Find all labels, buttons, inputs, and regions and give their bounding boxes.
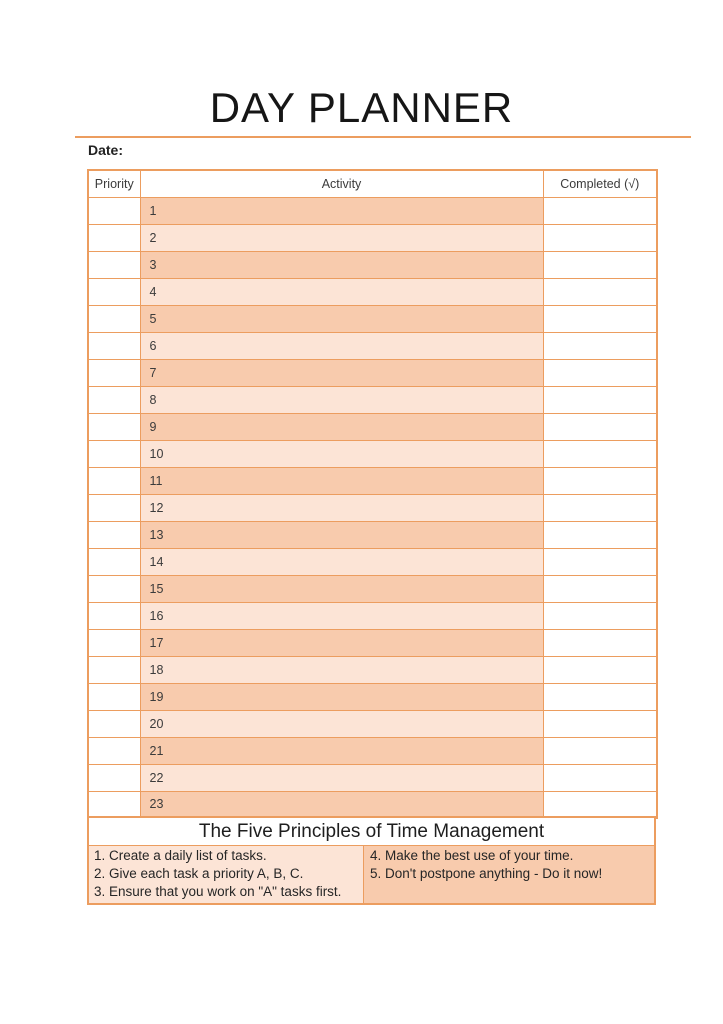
table-row — [88, 332, 657, 359]
principle-item: 5. Don't postpone anything - Do it now! — [370, 866, 603, 881]
principles-left-cell — [89, 846, 364, 903]
title-divider — [75, 136, 691, 138]
table-row — [88, 440, 657, 467]
completed-cell — [543, 332, 657, 359]
completed-column-header: Completed (√) — [543, 170, 657, 197]
table-header-row — [88, 170, 657, 197]
priority-cell — [88, 224, 140, 251]
priority-cell — [88, 413, 140, 440]
activity-column-header: Activity — [140, 170, 543, 197]
table-row — [88, 494, 657, 521]
priority-cell — [88, 278, 140, 305]
priority-cell — [88, 521, 140, 548]
priority-cell — [88, 386, 140, 413]
priority-cell — [88, 332, 140, 359]
priority-cell — [88, 629, 140, 656]
table-row — [88, 575, 657, 602]
table-row — [88, 683, 657, 710]
table-row — [88, 197, 657, 224]
completed-cell — [543, 251, 657, 278]
principle-item: 2. Give each task a priority A, B, C. — [94, 866, 304, 881]
activity-cell: 22 — [140, 764, 543, 791]
priority-cell — [88, 251, 140, 278]
completed-cell — [543, 305, 657, 332]
principles-columns — [89, 846, 654, 903]
priority-cell — [88, 359, 140, 386]
table-row — [88, 305, 657, 332]
priority-cell — [88, 737, 140, 764]
table-row — [88, 629, 657, 656]
completed-cell — [543, 764, 657, 791]
activity-cell: 18 — [140, 656, 543, 683]
activity-cell: 13 — [140, 521, 543, 548]
activity-cell: 16 — [140, 602, 543, 629]
completed-cell — [543, 386, 657, 413]
completed-cell — [543, 575, 657, 602]
activity-cell: 5 — [140, 305, 543, 332]
table-row — [88, 521, 657, 548]
completed-cell — [543, 197, 657, 224]
table-row — [88, 386, 657, 413]
activity-cell: 7 — [140, 359, 543, 386]
principles-title: The Five Principles of Time Management — [89, 818, 654, 846]
table-row — [88, 764, 657, 791]
completed-cell — [543, 683, 657, 710]
completed-cell — [543, 737, 657, 764]
table-row — [88, 359, 657, 386]
activity-cell: 20 — [140, 710, 543, 737]
priority-cell — [88, 305, 140, 332]
completed-cell — [543, 602, 657, 629]
activity-cell: 15 — [140, 575, 543, 602]
priority-cell — [88, 710, 140, 737]
activity-cell: 10 — [140, 440, 543, 467]
priority-cell — [88, 683, 140, 710]
activity-cell: 1 — [140, 197, 543, 224]
completed-cell — [543, 521, 657, 548]
completed-cell — [543, 440, 657, 467]
table-row — [88, 656, 657, 683]
priority-cell — [88, 197, 140, 224]
table-row — [88, 224, 657, 251]
principle-item: 3. Ensure that you work on "A" tasks first. — [94, 884, 342, 899]
priority-cell — [88, 602, 140, 629]
principles-right-cell — [364, 846, 654, 903]
activity-cell: 21 — [140, 737, 543, 764]
priority-cell — [88, 791, 140, 818]
principle-item: 1. Create a daily list of tasks. — [94, 848, 267, 863]
table-row — [88, 602, 657, 629]
priority-cell — [88, 656, 140, 683]
completed-cell — [543, 467, 657, 494]
table-row — [88, 548, 657, 575]
activity-cell: 3 — [140, 251, 543, 278]
table-row — [88, 791, 657, 818]
date-label: Date: — [88, 142, 124, 158]
activity-cell: 11 — [140, 467, 543, 494]
activity-cell: 12 — [140, 494, 543, 521]
completed-cell — [543, 224, 657, 251]
priority-column-header: Priority — [88, 170, 140, 197]
priority-cell — [88, 467, 140, 494]
principle-item: 4. Make the best use of your time. — [370, 848, 574, 863]
table-row — [88, 413, 657, 440]
table-row — [88, 737, 657, 764]
principles-section — [87, 816, 656, 905]
completed-cell — [543, 710, 657, 737]
priority-cell — [88, 548, 140, 575]
completed-cell — [543, 494, 657, 521]
table-row — [88, 251, 657, 278]
completed-cell — [543, 278, 657, 305]
table-row — [88, 278, 657, 305]
activity-cell: 9 — [140, 413, 543, 440]
activity-cell: 2 — [140, 224, 543, 251]
completed-cell — [543, 791, 657, 818]
priority-cell — [88, 575, 140, 602]
completed-cell — [543, 656, 657, 683]
priority-cell — [88, 440, 140, 467]
planner-table — [87, 169, 658, 819]
table-row — [88, 710, 657, 737]
activity-cell: 23 — [140, 791, 543, 818]
completed-cell — [543, 359, 657, 386]
activity-cell: 17 — [140, 629, 543, 656]
activity-cell: 8 — [140, 386, 543, 413]
planner-table-body — [88, 197, 657, 818]
completed-cell — [543, 548, 657, 575]
activity-cell: 19 — [140, 683, 543, 710]
completed-cell — [543, 629, 657, 656]
priority-cell — [88, 494, 140, 521]
activity-cell: 4 — [140, 278, 543, 305]
priority-cell — [88, 764, 140, 791]
table-row — [88, 467, 657, 494]
completed-cell — [543, 413, 657, 440]
activity-cell: 14 — [140, 548, 543, 575]
page-title: DAY PLANNER — [209, 84, 514, 131]
activity-cell: 6 — [140, 332, 543, 359]
